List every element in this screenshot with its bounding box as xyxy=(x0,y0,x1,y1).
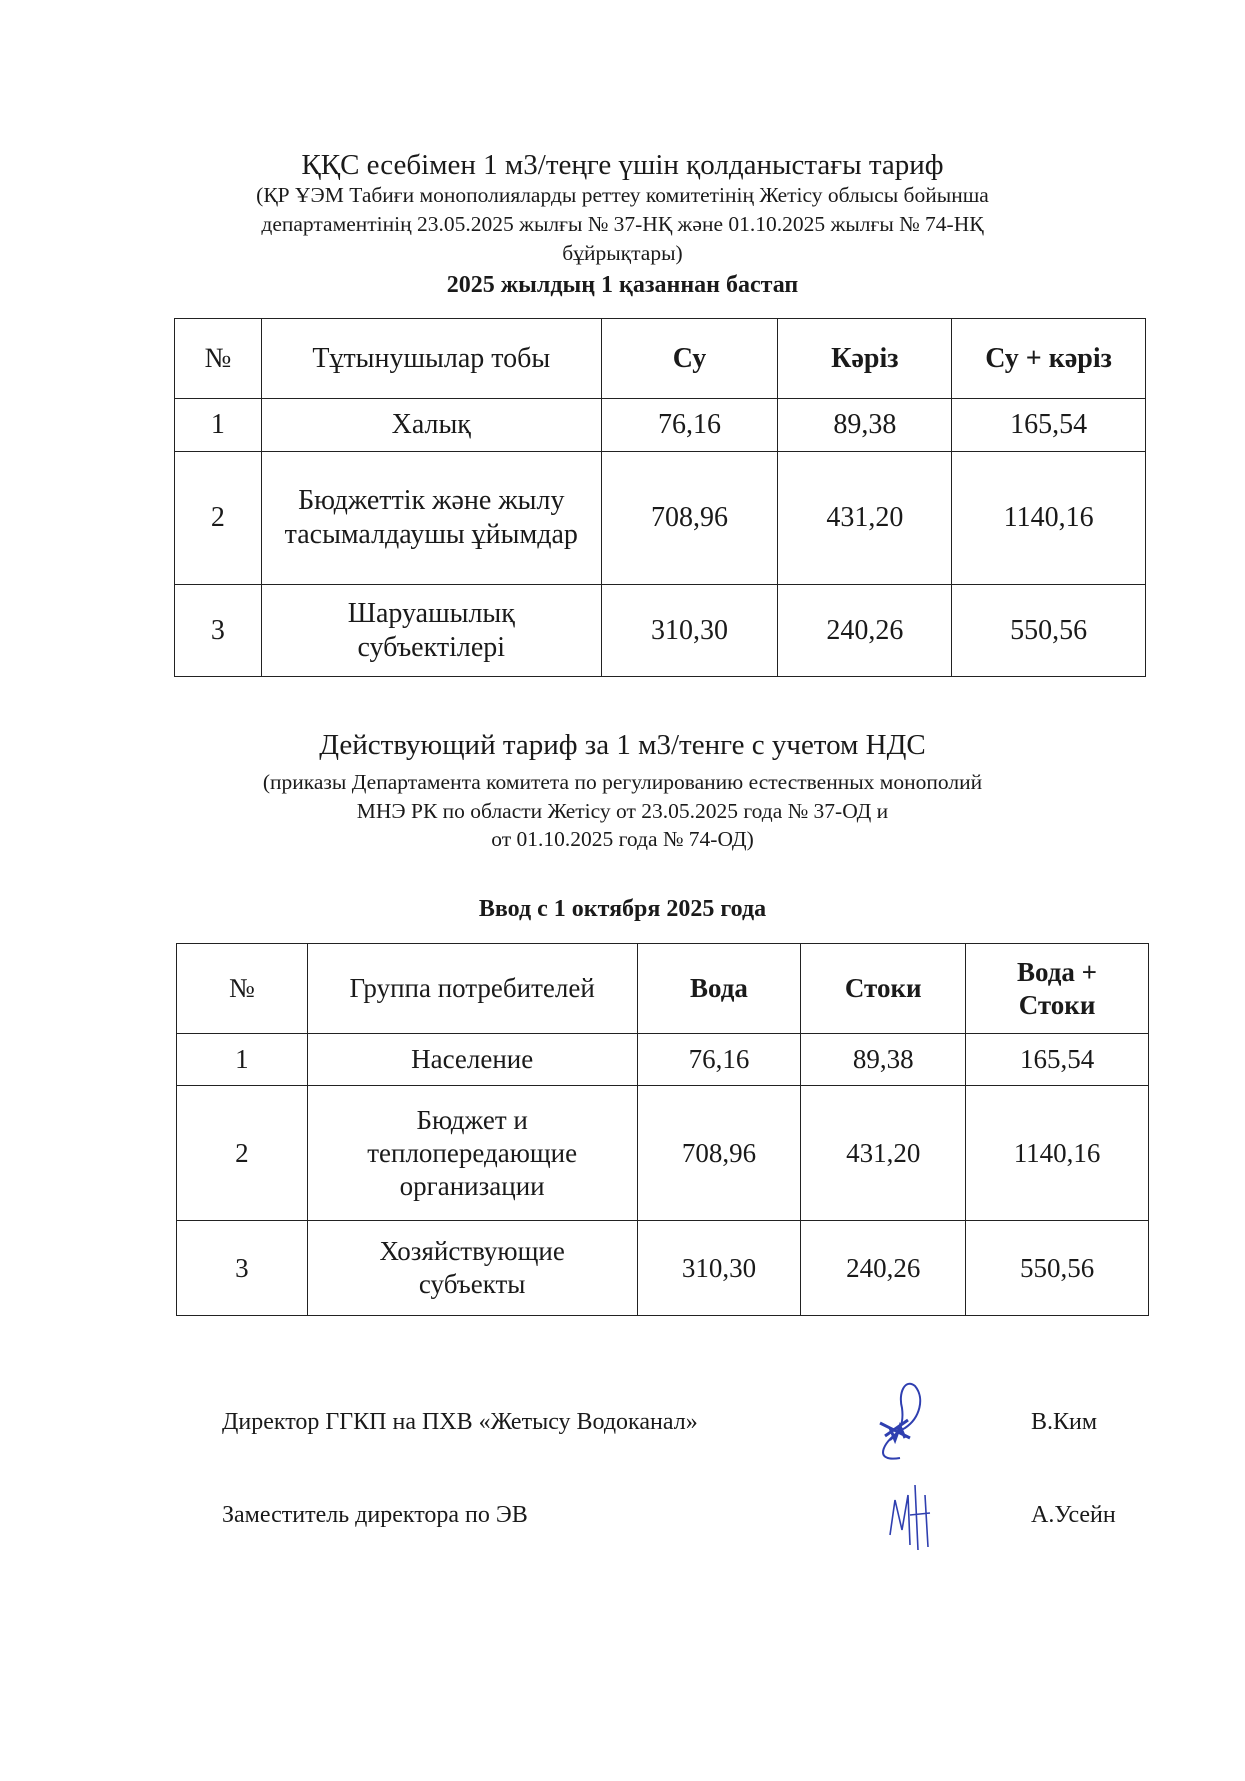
col-header-group: Тұтынушылар тобы xyxy=(261,319,601,399)
row-sewer: 89,38 xyxy=(801,1034,966,1086)
row-sewer: 89,38 xyxy=(778,399,952,452)
director-position: Директор ГГКП на ПХВ «Жетысу Водоканал» xyxy=(222,1409,698,1435)
table-row xyxy=(175,399,1146,452)
col-header-water: Вода xyxy=(637,944,801,1034)
col-header-group: Группа потребителей xyxy=(307,944,637,1034)
director-name: В.Ким xyxy=(1031,1409,1098,1435)
kz-subtitle-line: (ҚР ҰЭМ Табиғи монополияларды реттеу комитетінің Жетісу облысы бойынша xyxy=(256,183,989,207)
director-signature xyxy=(860,1378,950,1468)
row-water: 76,16 xyxy=(637,1034,801,1086)
deputy-name: А.Усейн xyxy=(1031,1502,1116,1528)
col-header-water: Су xyxy=(601,319,778,399)
ru-subtitle-line: МНЭ РК по области Жетісу от 23.05.2025 года № 37-ОД и xyxy=(356,799,889,823)
row-total: 165,54 xyxy=(966,1034,1149,1086)
table-row xyxy=(177,1221,1149,1316)
row-group: Шаруашылық субъектілері xyxy=(261,585,601,677)
kz-tariff-table xyxy=(174,318,1146,677)
kz-title: ҚҚС есебімен 1 м3/теңге үшін қолданыстағы тариф xyxy=(301,149,944,181)
row-water: 310,30 xyxy=(637,1221,801,1316)
row-num: 1 xyxy=(177,1034,308,1086)
table-header-row xyxy=(175,319,1146,399)
col-header-num: № xyxy=(177,944,308,1034)
col-header-total: Вода + Стоки xyxy=(966,944,1149,1034)
table-row xyxy=(177,1034,1149,1086)
deputy-signature xyxy=(880,1475,940,1555)
row-num: 2 xyxy=(175,452,262,585)
row-group: Население xyxy=(307,1034,637,1086)
row-sewer: 431,20 xyxy=(801,1086,966,1221)
row-water: 310,30 xyxy=(601,585,778,677)
table-header-row xyxy=(177,944,1149,1034)
row-num: 1 xyxy=(175,399,262,452)
row-num: 2 xyxy=(177,1086,308,1221)
col-header-sewer: Стоки xyxy=(801,944,966,1034)
row-water: 708,96 xyxy=(637,1086,801,1221)
row-group: Халық xyxy=(261,399,601,452)
col-header-sewer: Кәріз xyxy=(778,319,952,399)
col-header-num: № xyxy=(175,319,262,399)
row-total: 1140,16 xyxy=(966,1086,1149,1221)
table-row xyxy=(175,452,1146,585)
row-sewer: 431,20 xyxy=(778,452,952,585)
col-header-total: Су + кәріз xyxy=(952,319,1146,399)
row-group: Бюджеттік және жылу тасымалдаушы ұйымдар xyxy=(261,452,601,585)
ru-subtitle-line: от 01.10.2025 года № 74-ОД) xyxy=(491,827,754,851)
kz-heading: 2025 жылдың 1 қазаннан бастап xyxy=(446,272,799,298)
kz-subtitle-line: бұйрықтары) xyxy=(562,241,683,265)
row-group: Бюджет и теплопередающие организации xyxy=(307,1086,637,1221)
table-row xyxy=(175,585,1146,677)
ru-subtitle-line: (приказы Департамента комитета по регулированию естественных монополий xyxy=(262,770,983,794)
ru-tariff-table xyxy=(176,943,1149,1316)
row-total: 165,54 xyxy=(952,399,1146,452)
row-total: 550,56 xyxy=(966,1221,1149,1316)
row-total: 550,56 xyxy=(952,585,1146,677)
row-num: 3 xyxy=(177,1221,308,1316)
row-num: 3 xyxy=(175,585,262,677)
kz-subtitle-line: департаментінің 23.05.2025 жылғы № 37-НҚ және 01.10.2025 жылғы № 74-НҚ xyxy=(261,212,984,236)
deputy-position: Заместитель директора по ЭВ xyxy=(222,1502,528,1528)
table-row xyxy=(177,1086,1149,1221)
row-sewer: 240,26 xyxy=(778,585,952,677)
row-water: 76,16 xyxy=(601,399,778,452)
row-total: 1140,16 xyxy=(952,452,1146,585)
ru-heading: Ввод с 1 октября 2025 года xyxy=(478,896,767,922)
ru-title: Действующий тариф за 1 м3/тенге с учетом НДС xyxy=(319,729,926,761)
row-water: 708,96 xyxy=(601,452,778,585)
row-sewer: 240,26 xyxy=(801,1221,966,1316)
row-group: Хозяйствующие субъекты xyxy=(307,1221,637,1316)
